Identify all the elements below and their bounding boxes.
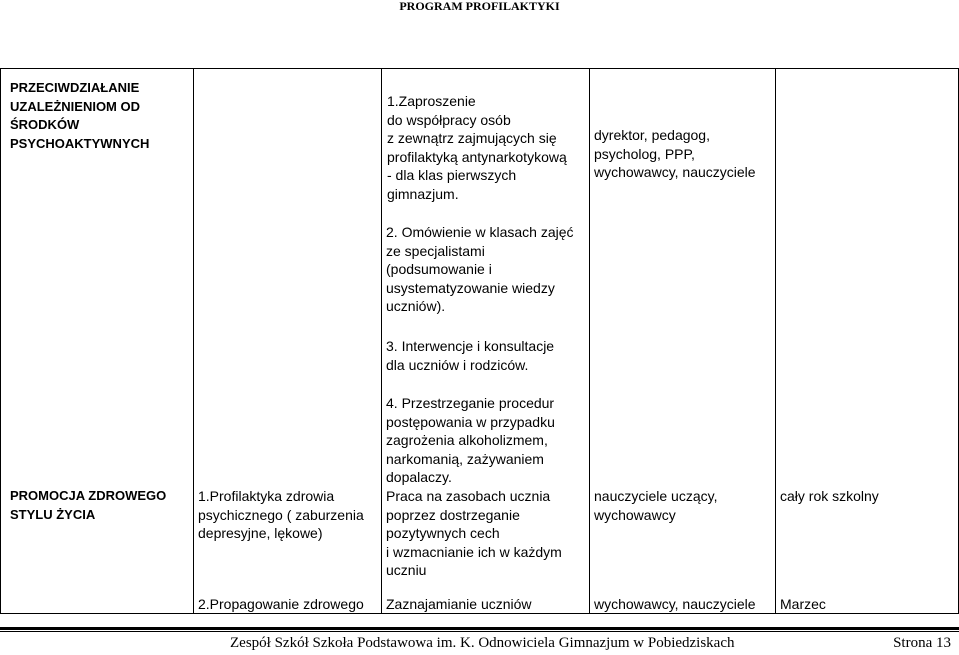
footer-school-name: Zespół Szkół Szkoła Podstawowa im. K. Odnowiciela Gimnazjum w Pobiedziskach — [230, 635, 735, 651]
row1-activity-3: 3. Interwencje i konsultacje dla uczniów i rodziców. — [386, 338, 555, 373]
column-divider-2 — [381, 68, 382, 614]
row2-term: cały rok szkolny — [780, 488, 879, 504]
row1-activity-2: 2. Omówienie w klasach zajęć ze specjalistami (podsumowanie i usystematyzowanie wiedzy uczniów). — [386, 224, 574, 314]
row1-activity-1: 1.Zaproszenie do współpracy osób z zewnątrz zajmujących się profilaktyką antynarkotykową - dla klas pierwszych gimnazjum. — [387, 93, 567, 202]
row3-responsible: wychowawcy, nauczyciele — [594, 596, 756, 612]
footer-rule-thick — [0, 627, 959, 630]
column-divider-1 — [193, 68, 194, 614]
row2-responsible: nauczyciele uczący, wychowawcy — [594, 488, 718, 523]
footer-rule-thin — [0, 631, 959, 632]
column-divider-4 — [775, 68, 776, 614]
row1-activity-4: 4. Przestrzeganie procedur postępowania w przypadku zagrożenia alkoholizmem, narkomanią, zażywaniem dopalaczy. — [386, 395, 555, 485]
footer-page-number: Strona 13 — [893, 635, 951, 651]
row3-tasks: 2.Propagowanie zdrowego — [198, 596, 364, 612]
row1-responsible: dyrektor, pedagog, psycholog, PPP, wychowawcy, nauczyciele — [594, 127, 756, 180]
row3-activity-1: Zaznajamianie uczniów — [386, 596, 532, 612]
table-left-border — [0, 68, 1, 614]
table-top-border — [0, 68, 959, 69]
page-header-title: PROGRAM PROFILAKTYKI — [399, 0, 560, 13]
row3-term: Marzec — [780, 596, 826, 612]
row2-tasks: 1.Profilaktyka zdrowia psychicznego ( zaburzenia depresyjne, lękowe) — [198, 488, 364, 541]
column-divider-3 — [589, 68, 590, 614]
row2-activity-1: Praca na zasobach ucznia poprzez dostrzeganie pozytywnych cech i wzmacnianie ich w każdym uczniu — [386, 488, 562, 578]
row2-area: PROMOCJA ZDROWEGO STYLU ŻYCIA — [10, 488, 167, 522]
row1-area: PRZECIWDZIAŁANIE UZALEŻNIENIOM OD ŚRODKÓW PSYCHOAKTYWNYCH — [10, 80, 150, 151]
